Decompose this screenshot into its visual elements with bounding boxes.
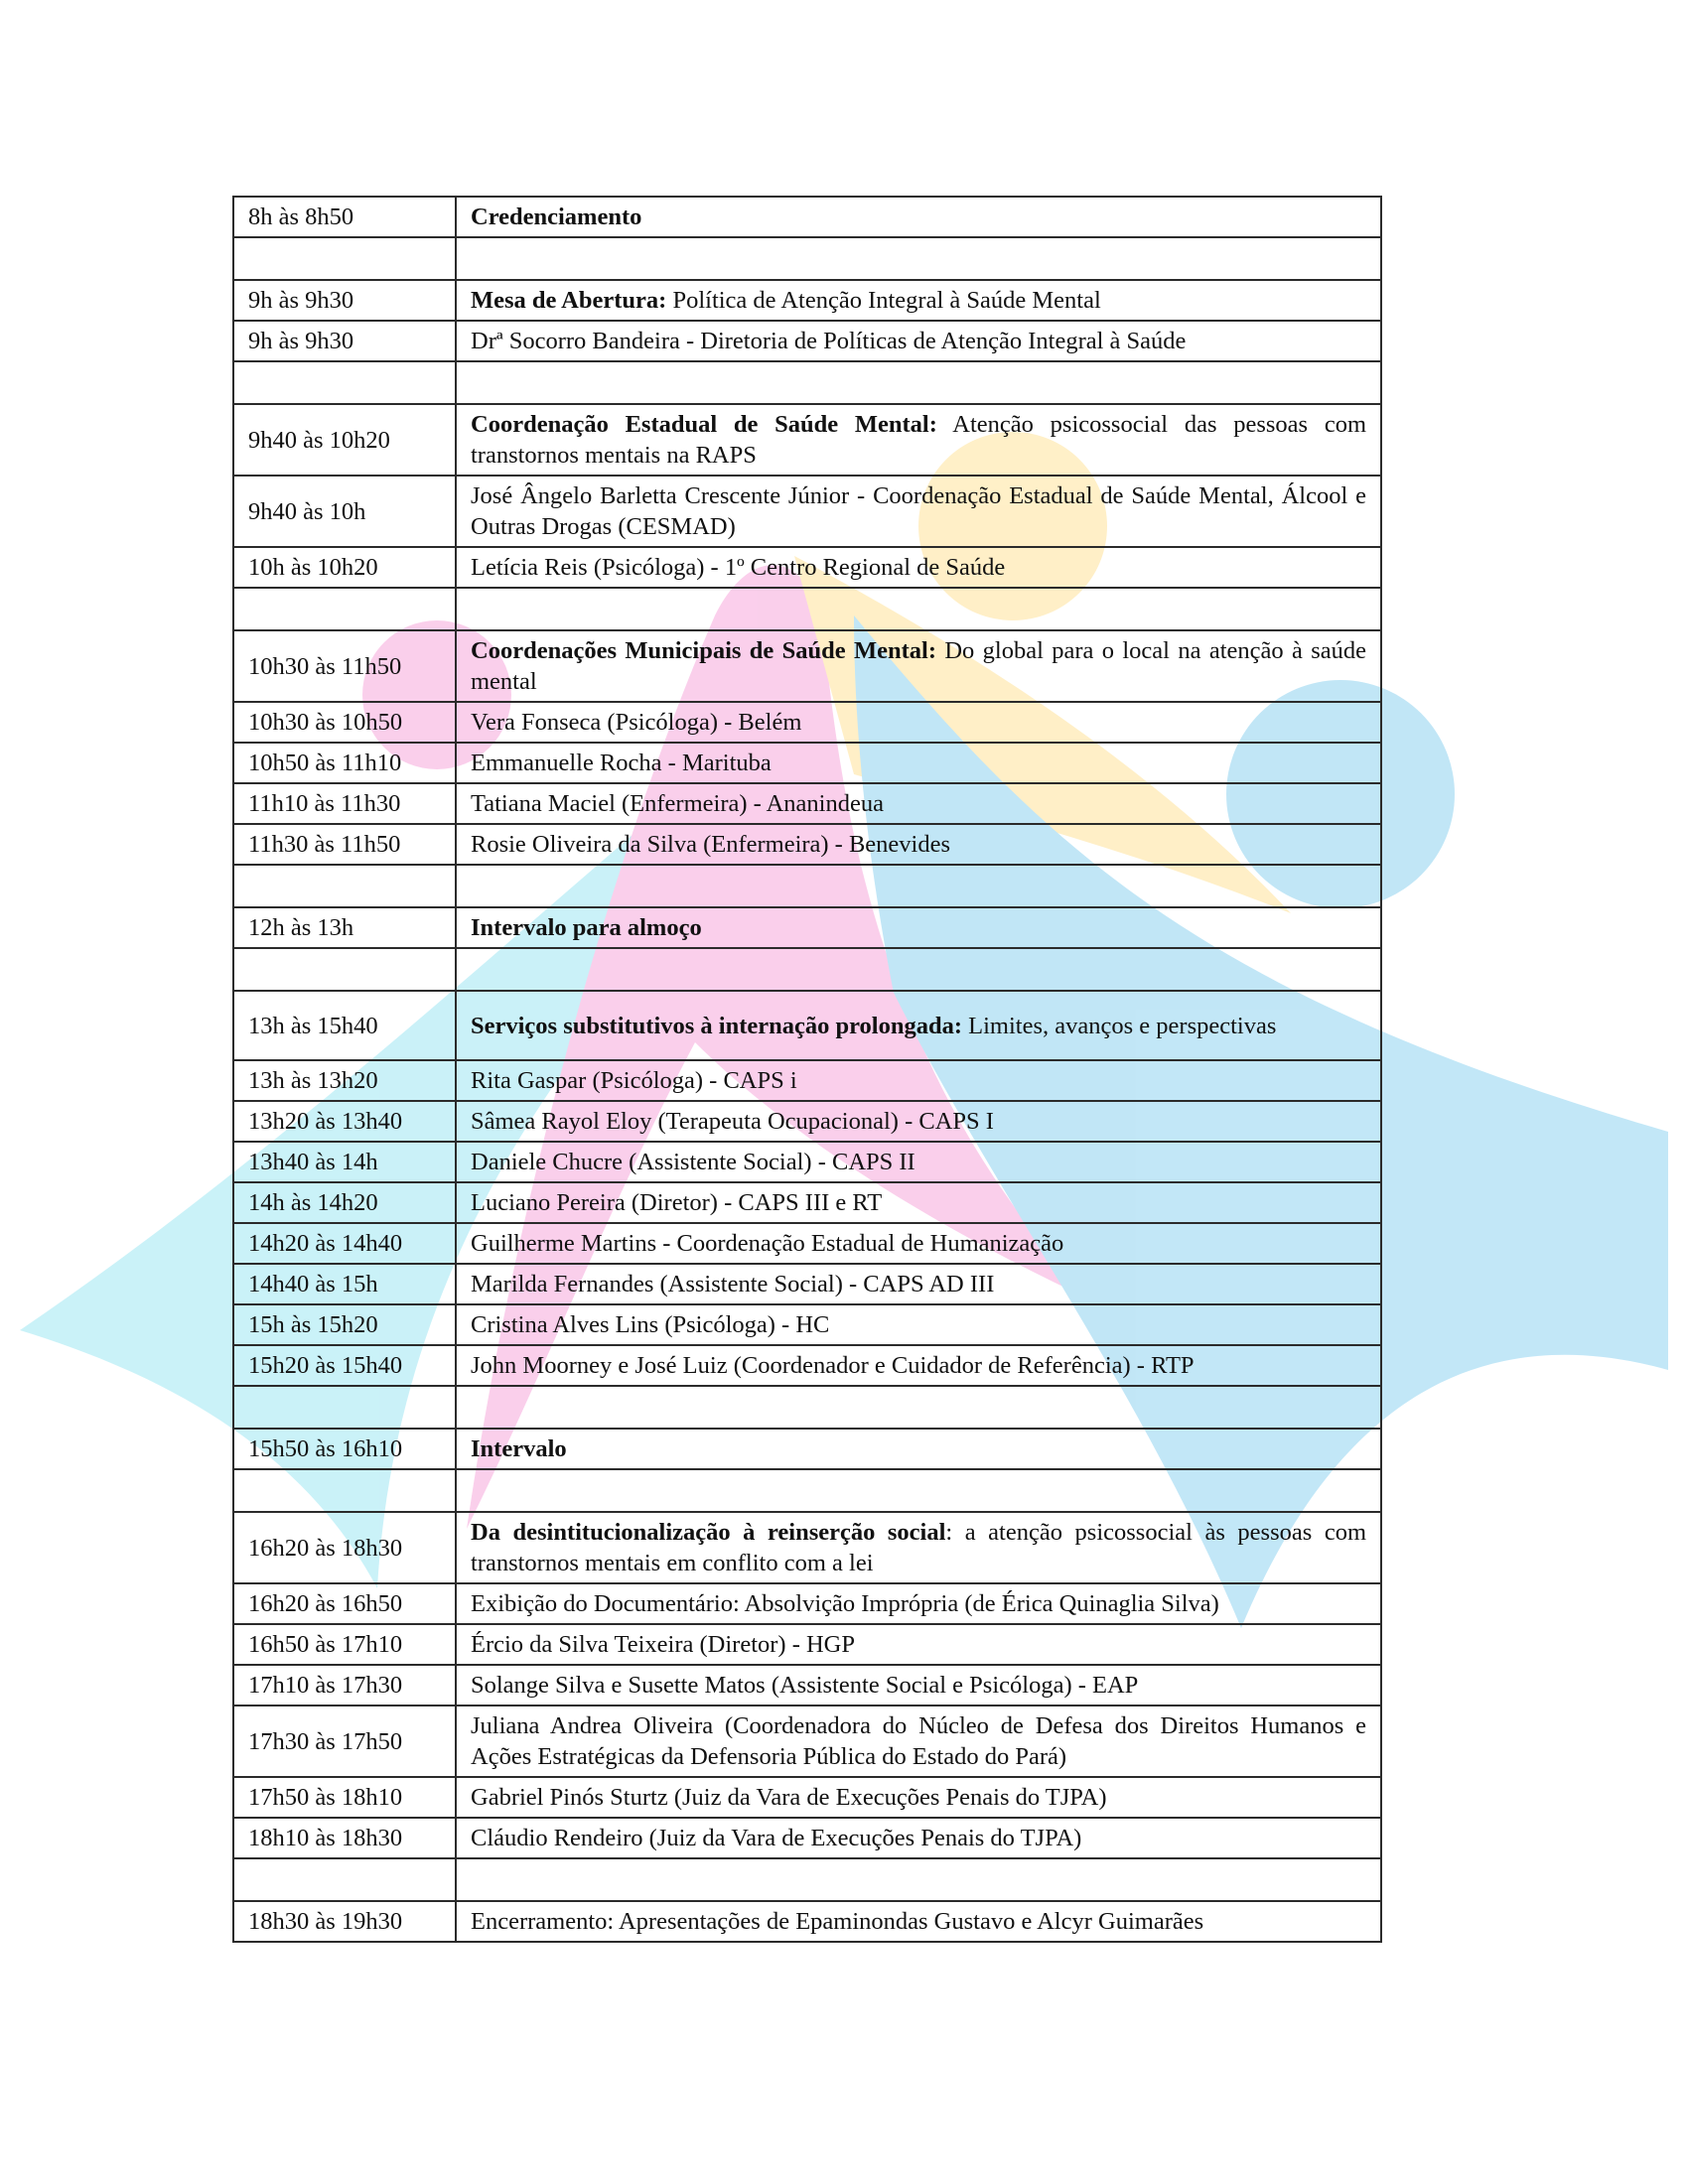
schedule-row <box>233 1304 1381 1345</box>
description-cell <box>456 237 1381 280</box>
description-text: Daniele Chucre (Assistente Social) - CAPS II <box>471 1149 915 1175</box>
time-cell <box>233 588 456 630</box>
description-text: Rosie Oliveira da Silva (Enfermeira) - Benevides <box>471 831 951 858</box>
description-text: Vera Fonseca (Psicóloga) - Belém <box>471 709 802 736</box>
description-cell <box>456 1304 1381 1345</box>
description-cell <box>456 1901 1381 1942</box>
description-cell <box>456 321 1381 361</box>
time-cell <box>233 948 456 991</box>
schedule-row <box>233 1223 1381 1264</box>
description-cell <box>456 280 1381 321</box>
schedule-row <box>233 1429 1381 1469</box>
schedule-row <box>233 1512 1381 1583</box>
description-text: John Moorney e José Luiz (Coordenador e Cuidador de Referência) - RTP <box>471 1352 1195 1379</box>
description-text: Cristina Alves Lins (Psicóloga) - HC <box>471 1311 830 1338</box>
time-cell: 11h30 às 11h50 <box>233 824 456 865</box>
description-text: Solange Silva e Susette Matos (Assistente Social e Psicóloga) - EAP <box>471 1672 1139 1699</box>
description-cell <box>456 907 1381 948</box>
session-heading: Serviços substitutivos à internação prolongada: <box>471 1012 963 1039</box>
session-heading: Da desintitucionalização à reinserção social <box>471 1519 946 1546</box>
time-cell <box>233 865 456 907</box>
time-cell: 16h20 às 18h30 <box>233 1512 456 1583</box>
schedule-row <box>233 1901 1381 1942</box>
time-cell: 16h20 às 16h50 <box>233 1583 456 1624</box>
time-cell: 8h às 8h50 <box>233 197 456 237</box>
session-heading: Credenciamento <box>471 204 642 230</box>
description-cell <box>456 1512 1381 1583</box>
time-cell: 9h às 9h30 <box>233 321 456 361</box>
schedule-row <box>233 1583 1381 1624</box>
time-cell: 17h10 às 17h30 <box>233 1665 456 1706</box>
description-cell <box>456 1101 1381 1142</box>
time-cell <box>233 361 456 404</box>
time-cell: 14h40 às 15h <box>233 1264 456 1304</box>
schedule-row <box>233 1264 1381 1304</box>
schedule-row <box>233 907 1381 948</box>
time-cell <box>233 1469 456 1512</box>
schedule-row <box>233 1142 1381 1182</box>
description-text: Do global para o local na atenção à saúde mental <box>471 637 1366 695</box>
time-cell: 14h às 14h20 <box>233 1182 456 1223</box>
schedule-row <box>233 630 1381 702</box>
description-text: Juliana Andrea Oliveira (Coordenadora do Núcleo de Defesa dos Direitos Humanos e Ações Estratégicas da Defensoria Pública do Estado do Pará) <box>471 1712 1366 1770</box>
description-cell <box>456 1858 1381 1901</box>
description-cell <box>456 991 1381 1060</box>
description-cell <box>456 1706 1381 1777</box>
description-cell <box>456 1386 1381 1429</box>
schedule-row <box>233 1777 1381 1818</box>
description-cell <box>456 1777 1381 1818</box>
time-cell: 14h20 às 14h40 <box>233 1223 456 1264</box>
description-cell <box>456 197 1381 237</box>
description-cell <box>456 1583 1381 1624</box>
description-cell <box>456 1142 1381 1182</box>
time-cell: 9h40 às 10h20 <box>233 404 456 476</box>
description-text: Rita Gaspar (Psicóloga) - CAPS i <box>471 1067 797 1094</box>
schedule-row <box>233 197 1381 237</box>
schedule-row <box>233 1818 1381 1858</box>
session-heading: Coordenações Municipais de Saúde Mental: <box>471 637 936 664</box>
description-cell <box>456 865 1381 907</box>
schedule-row <box>233 321 1381 361</box>
schedule-spacer-row <box>233 588 1381 630</box>
schedule-row <box>233 1182 1381 1223</box>
time-cell: 10h às 10h20 <box>233 547 456 588</box>
time-cell: 10h30 às 11h50 <box>233 630 456 702</box>
schedule-spacer-row <box>233 865 1381 907</box>
description-cell <box>456 1223 1381 1264</box>
time-cell <box>233 237 456 280</box>
schedule-body <box>233 197 1381 1942</box>
time-cell: 18h10 às 18h30 <box>233 1818 456 1858</box>
description-cell <box>456 630 1381 702</box>
description-cell <box>456 588 1381 630</box>
description-text: Sâmea Rayol Eloy (Terapeuta Ocupacional) - CAPS I <box>471 1108 994 1135</box>
schedule-row <box>233 1101 1381 1142</box>
description-text: Exibição do Documentário: Absolvição Imprópria (de Érica Quinaglia Silva) <box>471 1590 1219 1617</box>
description-cell <box>456 361 1381 404</box>
schedule-spacer-row <box>233 1386 1381 1429</box>
description-cell <box>456 1624 1381 1665</box>
description-cell <box>456 743 1381 783</box>
description-text: Marilda Fernandes (Assistente Social) - CAPS AD III <box>471 1271 995 1297</box>
description-text: Limites, avanços e perspectivas <box>962 1012 1277 1039</box>
schedule-row <box>233 1345 1381 1386</box>
time-cell: 18h30 às 19h30 <box>233 1901 456 1942</box>
schedule-row <box>233 404 1381 476</box>
description-text: Tatiana Maciel (Enfermeira) - Ananindeua <box>471 790 884 817</box>
description-cell <box>456 1182 1381 1223</box>
time-cell: 15h50 às 16h10 <box>233 1429 456 1469</box>
schedule-spacer-row <box>233 361 1381 404</box>
schedule-row <box>233 1706 1381 1777</box>
schedule-spacer-row <box>233 237 1381 280</box>
schedule-table <box>232 196 1382 1943</box>
description-text: Política de Atenção Integral à Saúde Mental <box>666 287 1101 314</box>
time-cell: 16h50 às 17h10 <box>233 1624 456 1665</box>
description-text: Encerramento: Apresentações de Epaminondas Gustavo e Alcyr Guimarães <box>471 1908 1204 1935</box>
schedule-row <box>233 280 1381 321</box>
description-cell <box>456 1264 1381 1304</box>
schedule-row <box>233 743 1381 783</box>
session-heading: Intervalo <box>471 1435 567 1462</box>
description-text: Cláudio Rendeiro (Juiz da Vara de Execuções Penais do TJPA) <box>471 1825 1082 1851</box>
time-cell: 9h às 9h30 <box>233 280 456 321</box>
description-text: Emmanuelle Rocha - Marituba <box>471 750 772 776</box>
description-cell <box>456 476 1381 547</box>
session-heading: Mesa de Abertura: <box>471 287 667 314</box>
description-cell <box>456 1429 1381 1469</box>
schedule-row <box>233 702 1381 743</box>
description-cell <box>456 404 1381 476</box>
description-text: : a atenção psicossocial às pessoas com transtornos mentais em conflito com a lei <box>471 1519 1366 1576</box>
description-text: Ércio da Silva Teixeira (Diretor) - HGP <box>471 1631 855 1658</box>
description-cell <box>456 783 1381 824</box>
time-cell: 10h50 às 11h10 <box>233 743 456 783</box>
description-cell <box>456 702 1381 743</box>
time-cell: 17h50 às 18h10 <box>233 1777 456 1818</box>
description-cell <box>456 1818 1381 1858</box>
description-text: Guilherme Martins - Coordenação Estadual de Humanização <box>471 1230 1064 1257</box>
description-text: Gabriel Pinós Sturtz (Juiz da Vara de Execuções Penais do TJPA) <box>471 1784 1107 1811</box>
description-text: Letícia Reis (Psicóloga) - 1º Centro Regional de Saúde <box>471 554 1006 581</box>
time-cell <box>233 1386 456 1429</box>
description-cell <box>456 1665 1381 1706</box>
schedule-row <box>233 1624 1381 1665</box>
schedule-spacer-row <box>233 1858 1381 1901</box>
description-cell <box>456 1060 1381 1101</box>
time-cell: 10h30 às 10h50 <box>233 702 456 743</box>
description-text: Luciano Pereira (Diretor) - CAPS III e RT <box>471 1189 883 1216</box>
time-cell: 13h40 às 14h <box>233 1142 456 1182</box>
time-cell: 15h20 às 15h40 <box>233 1345 456 1386</box>
time-cell: 12h às 13h <box>233 907 456 948</box>
schedule-row <box>233 476 1381 547</box>
description-cell <box>456 547 1381 588</box>
time-cell: 11h10 às 11h30 <box>233 783 456 824</box>
time-cell: 13h20 às 13h40 <box>233 1101 456 1142</box>
description-text: Drª Socorro Bandeira - Diretoria de Políticas de Atenção Integral à Saúde <box>471 328 1187 354</box>
schedule-row <box>233 991 1381 1060</box>
description-cell <box>456 824 1381 865</box>
schedule-row <box>233 783 1381 824</box>
schedule-row <box>233 1665 1381 1706</box>
time-cell: 17h30 às 17h50 <box>233 1706 456 1777</box>
schedule-spacer-row <box>233 1469 1381 1512</box>
description-cell <box>456 1345 1381 1386</box>
schedule-row <box>233 1060 1381 1101</box>
time-cell: 13h às 13h20 <box>233 1060 456 1101</box>
time-cell: 15h às 15h20 <box>233 1304 456 1345</box>
schedule-spacer-row <box>233 948 1381 991</box>
session-heading: Intervalo para almoço <box>471 914 702 941</box>
time-cell <box>233 1858 456 1901</box>
schedule-row <box>233 824 1381 865</box>
description-text: Atenção psicossocial das pessoas com transtornos mentais na RAPS <box>471 411 1366 469</box>
schedule-row <box>233 547 1381 588</box>
description-cell <box>456 948 1381 991</box>
description-text: José Ângelo Barletta Crescente Júnior - Coordenação Estadual de Saúde Mental, Álcool e Outras Drogas (CESMAD) <box>471 482 1366 540</box>
time-cell: 13h às 15h40 <box>233 991 456 1060</box>
session-heading: Coordenação Estadual de Saúde Mental: <box>471 411 937 438</box>
description-cell <box>456 1469 1381 1512</box>
time-cell: 9h40 às 10h <box>233 476 456 547</box>
